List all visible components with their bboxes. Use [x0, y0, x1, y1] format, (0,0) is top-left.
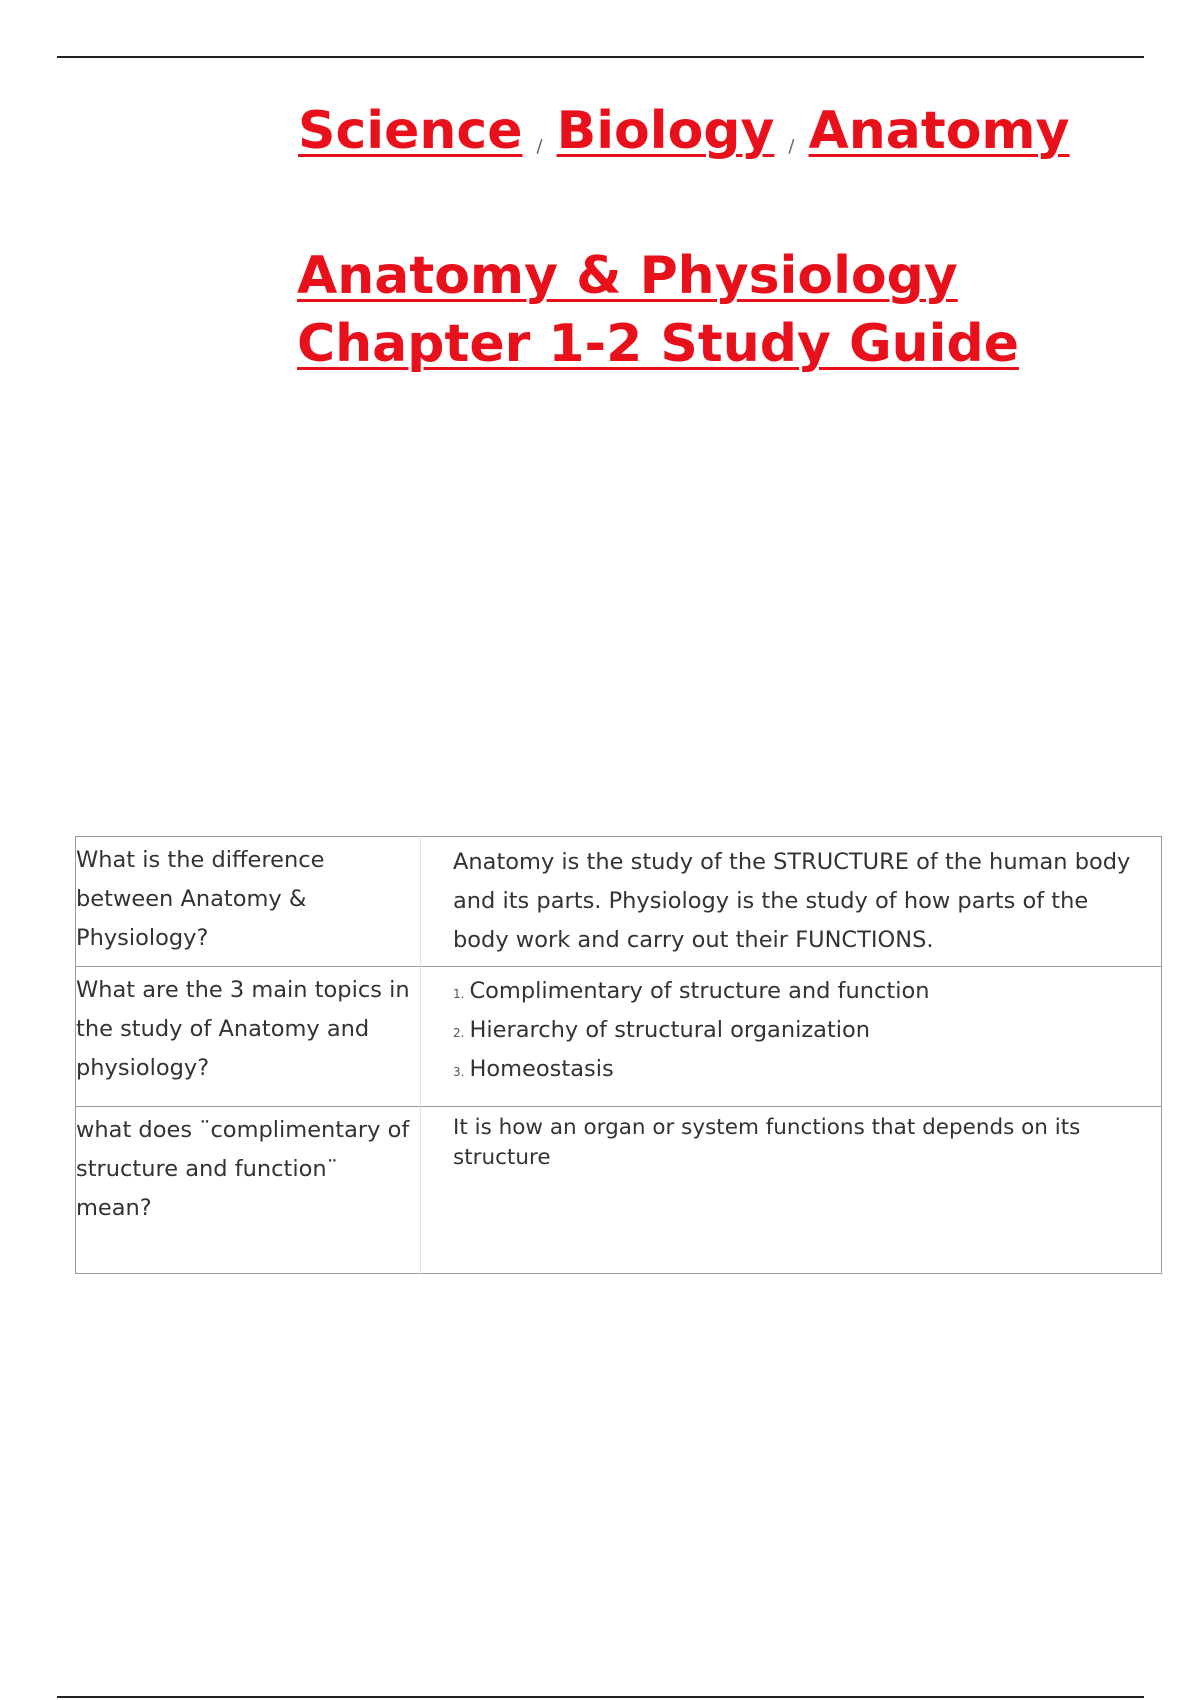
answer-cell	[421, 967, 1162, 1107]
top-rule	[57, 56, 1144, 58]
breadcrumb-anatomy-link[interactable]: Anatomy	[808, 101, 1070, 161]
qa-table	[75, 836, 1162, 1274]
answer-cell: Anatomy is the study of the STRUCTURE of the human body and its parts. Physiology is the study of how parts of the body work and carry out their FUNCTIONS.	[421, 837, 1162, 967]
answer-text: It is how an organ or system functions that depends on its structure	[453, 1115, 1081, 1170]
breadcrumb-biology-link[interactable]: Biology	[556, 101, 775, 161]
table-row	[76, 837, 1162, 967]
list-item	[453, 1051, 1141, 1090]
list-number: 3.	[453, 1065, 465, 1079]
question-cell: What are the 3 main topics in the study of Anatomy and physiology?	[76, 967, 421, 1107]
breadcrumb-science-link[interactable]: Science	[298, 101, 523, 161]
document-title[interactable]: Anatomy & Physiology Chapter 1-2 Study Guide	[297, 246, 1019, 374]
answer-cell	[421, 1107, 1162, 1274]
list-number: 1.	[453, 987, 465, 1001]
question-cell: what does ¨complimentary of structure and function¨ mean?	[76, 1107, 421, 1274]
list-item-text: Complimentary of structure and function	[469, 978, 930, 1004]
list-item-text: Homeostasis	[469, 1056, 614, 1082]
breadcrumb	[298, 100, 1070, 162]
list-number: 2.	[453, 1026, 465, 1040]
table-row	[76, 967, 1162, 1107]
table-row	[76, 1107, 1162, 1274]
question-cell: What is the difference between Anatomy & Physiology?	[76, 837, 421, 967]
bottom-rule	[57, 1696, 1144, 1698]
topics-list	[453, 973, 1141, 1090]
breadcrumb-separator: /	[788, 136, 795, 157]
list-item	[453, 973, 1141, 1012]
list-item-text: Hierarchy of structural organization	[469, 1017, 871, 1043]
breadcrumb-separator: /	[536, 136, 543, 157]
list-item	[453, 1012, 1141, 1051]
